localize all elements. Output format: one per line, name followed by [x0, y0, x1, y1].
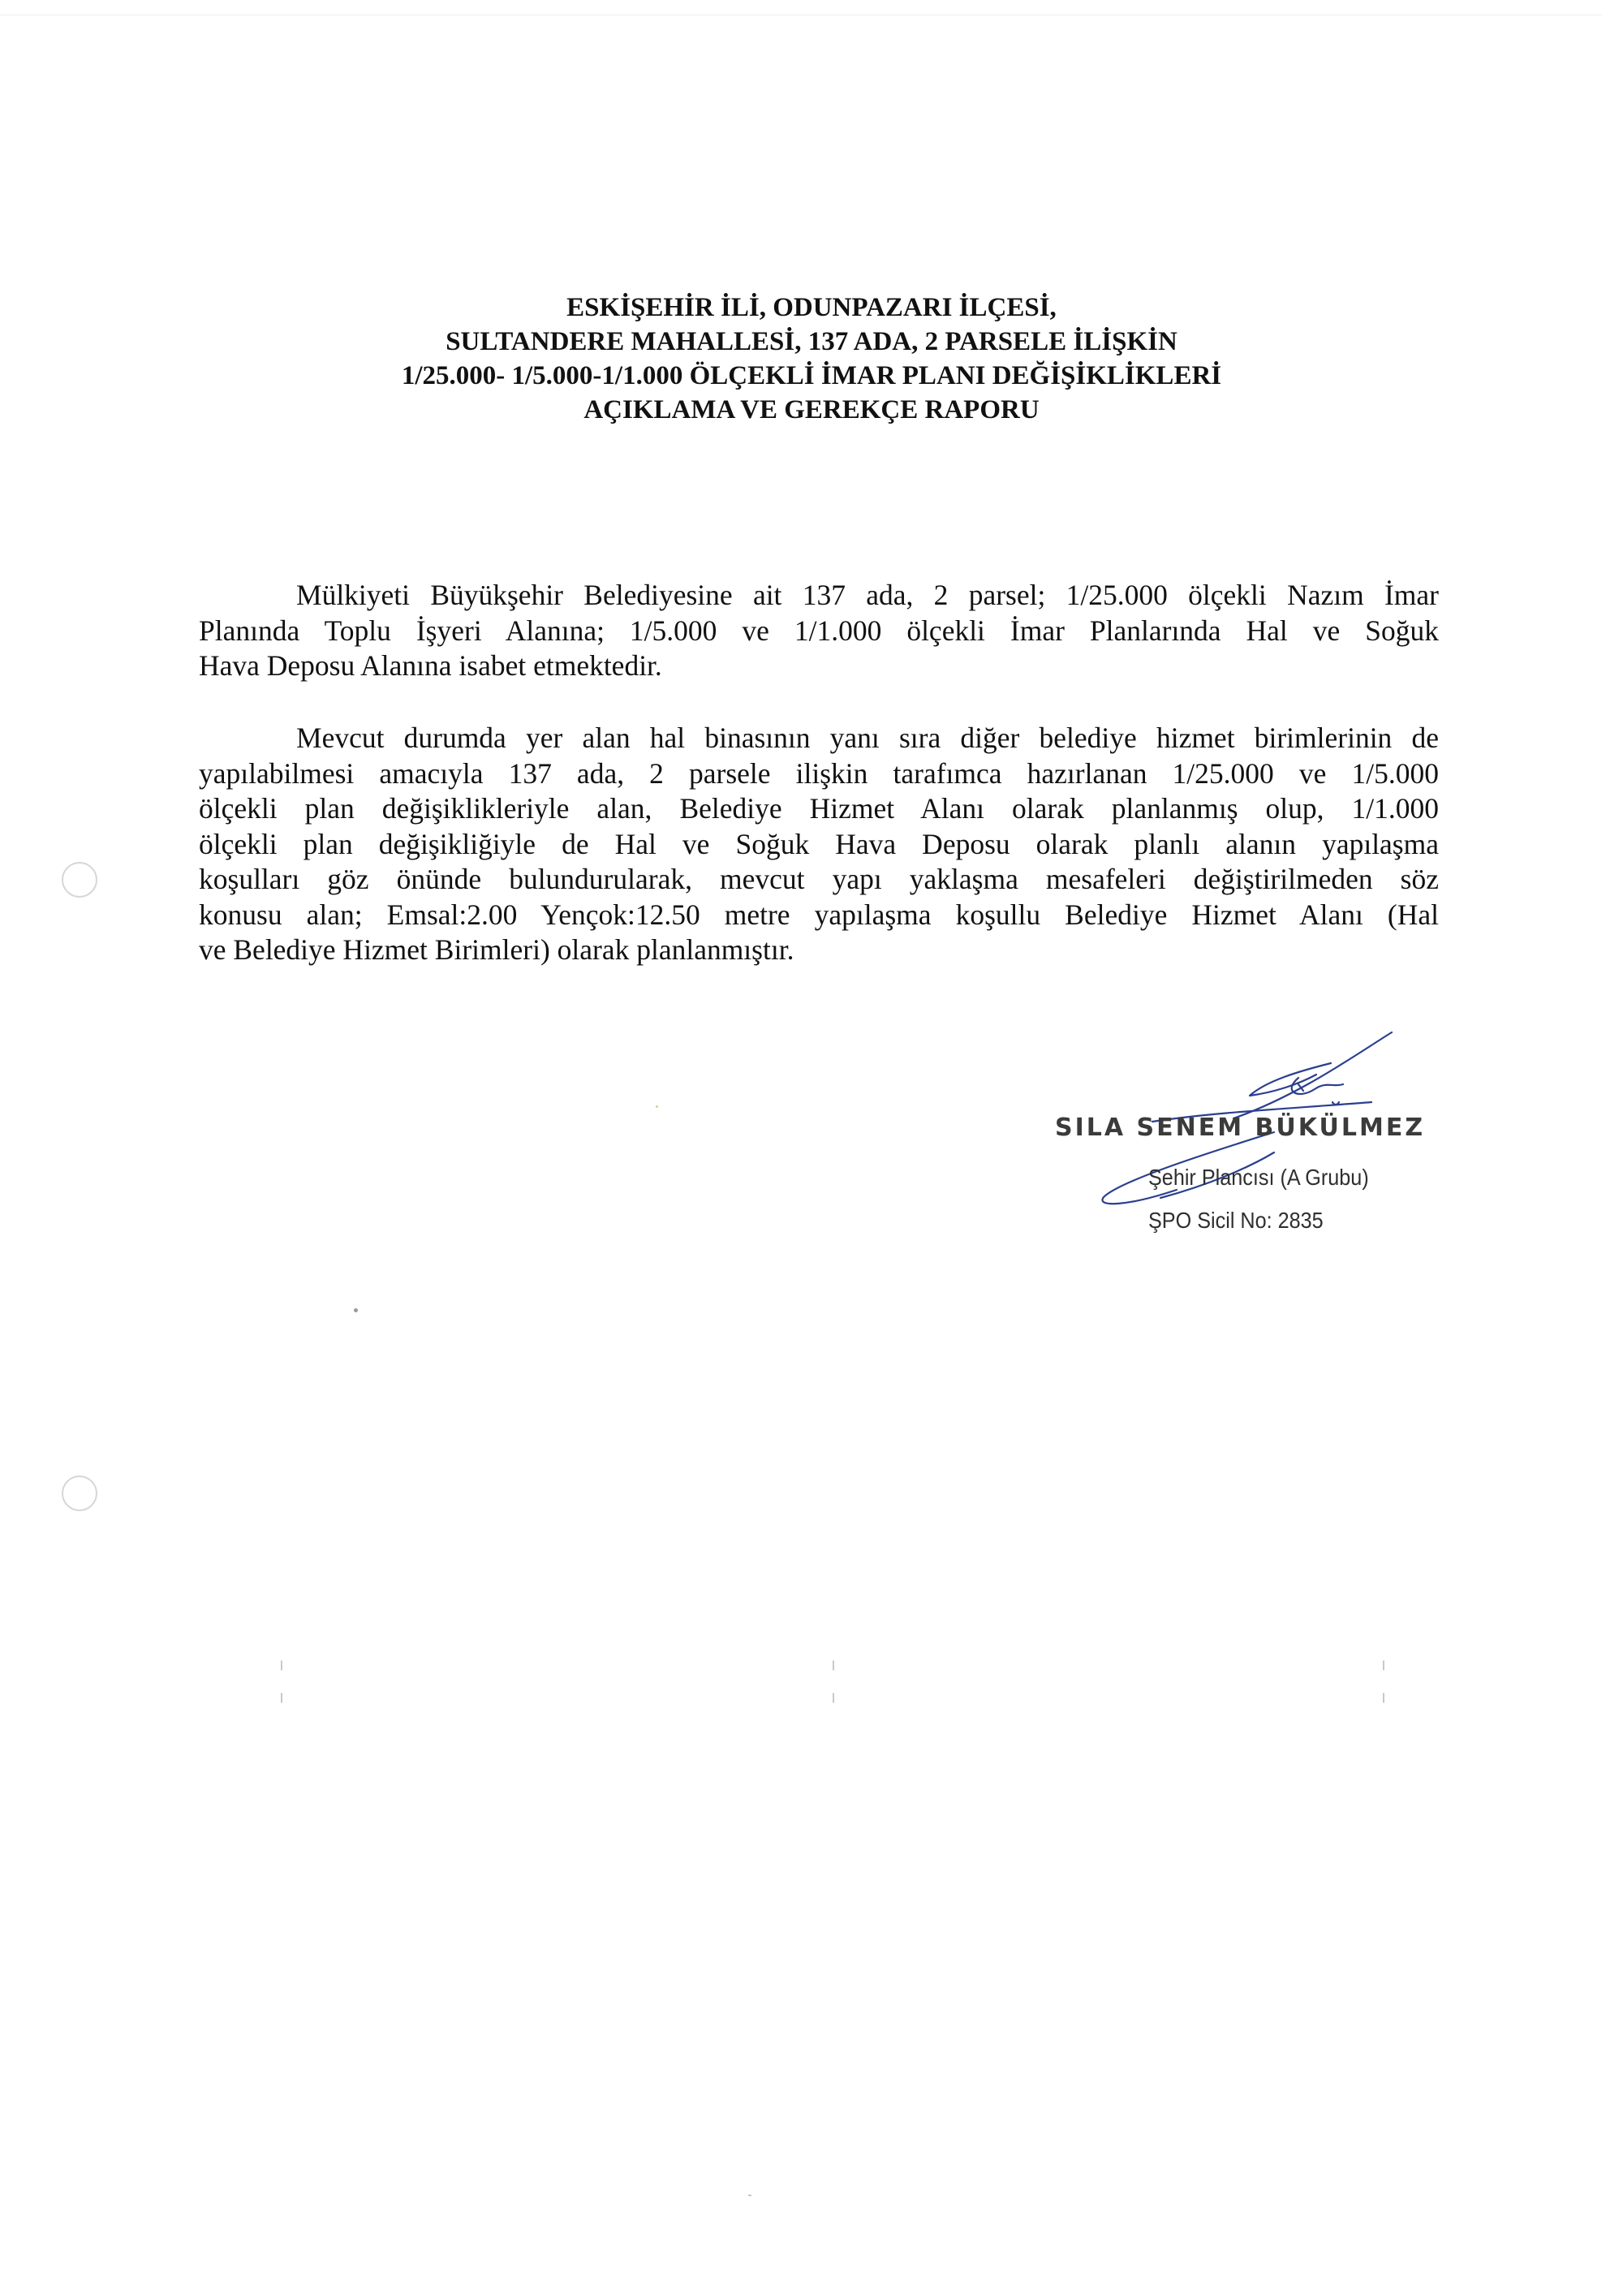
paragraph-plan-change [199, 721, 1439, 968]
paragraph-line: ölçekli plan değişikliğiyle de Hal ve Soğuk Hava Deposu olarak planlı alanın yapılaşma [199, 827, 1439, 860]
paragraph-line: Mevcut durumda yer alan hal binasının yanı sıra diğer belediye hizmet birimlerinin de [296, 722, 1439, 754]
scan-speck [656, 1105, 658, 1108]
signatory-registration: ŞPO Sicil No: 2835 [1148, 1208, 1324, 1233]
paragraph-line: ölçekli plan değişiklikleriyle alan, Belediye Hizmet Alanı olarak planlanmış olup, 1/1.000 [199, 792, 1439, 825]
title-line: ESKİŞEHİR İLİ, ODUNPAZARI İLÇESİ, [566, 293, 1057, 322]
paragraph-line: Hava Deposu Alanına isabet etmektedir. [199, 649, 662, 682]
paragraph-line: Planında Toplu İşyeri Alanına; 1/5.000 ve 1/1.000 ölçekli İmar Planlarında Hal ve Soğuk [199, 614, 1439, 647]
scan-tick [748, 2195, 751, 2196]
paragraph-line: yapılabilmesi amacıyla 137 ada, 2 parsele ilişkin tarafımca hazırlanan 1/25.000 ve 1/5.000 [199, 756, 1439, 790]
scan-tick [833, 1661, 834, 1670]
signatory-name: SILA SENEM BÜKÜLMEZ [1055, 1114, 1426, 1142]
paragraph-property-status [199, 578, 1439, 684]
punch-hole [62, 862, 97, 898]
paragraph-line: ve Belediye Hizmet Birimleri) olarak planlanmıştır. [199, 933, 794, 966]
scan-tick [1383, 1661, 1384, 1670]
signatory-title: Şehir Plancısı (A Grubu) [1148, 1165, 1369, 1190]
title-line: AÇIKLAMA VE GEREKÇE RAPORU [583, 395, 1040, 424]
signature-block [1031, 1031, 1485, 1274]
title-line: 1/25.000- 1/5.000-1/1.000 ÖLÇEKLİ İMAR PLANI DEĞİŞİKLİKLERİ [401, 361, 1222, 390]
document-title [122, 291, 1501, 427]
scan-speck [354, 1308, 358, 1312]
scan-tick [1383, 1693, 1384, 1703]
scan-tick [833, 1693, 834, 1703]
title-line: SULTANDERE MAHALLESİ, 137 ADA, 2 PARSELE İLİŞKİN [446, 327, 1177, 356]
paragraph-line: konusu alan; Emsal:2.00 Yençok:12.50 metre yapılaşma koşullu Belediye Hizmet Alanı (Hal [199, 898, 1439, 931]
paragraph-line: koşulları göz önünde bulundurularak, mevcut yapı yaklaşma mesafeleri değiştirilmeden söz [199, 863, 1439, 895]
punch-hole [62, 1475, 97, 1511]
scan-tick [281, 1693, 282, 1703]
paragraph-line: Mülkiyeti Büyükşehir Belediyesine ait 137 ada, 2 parsel; 1/25.000 ölçekli Nazım İmar [296, 579, 1439, 611]
scan-tick [281, 1661, 282, 1670]
